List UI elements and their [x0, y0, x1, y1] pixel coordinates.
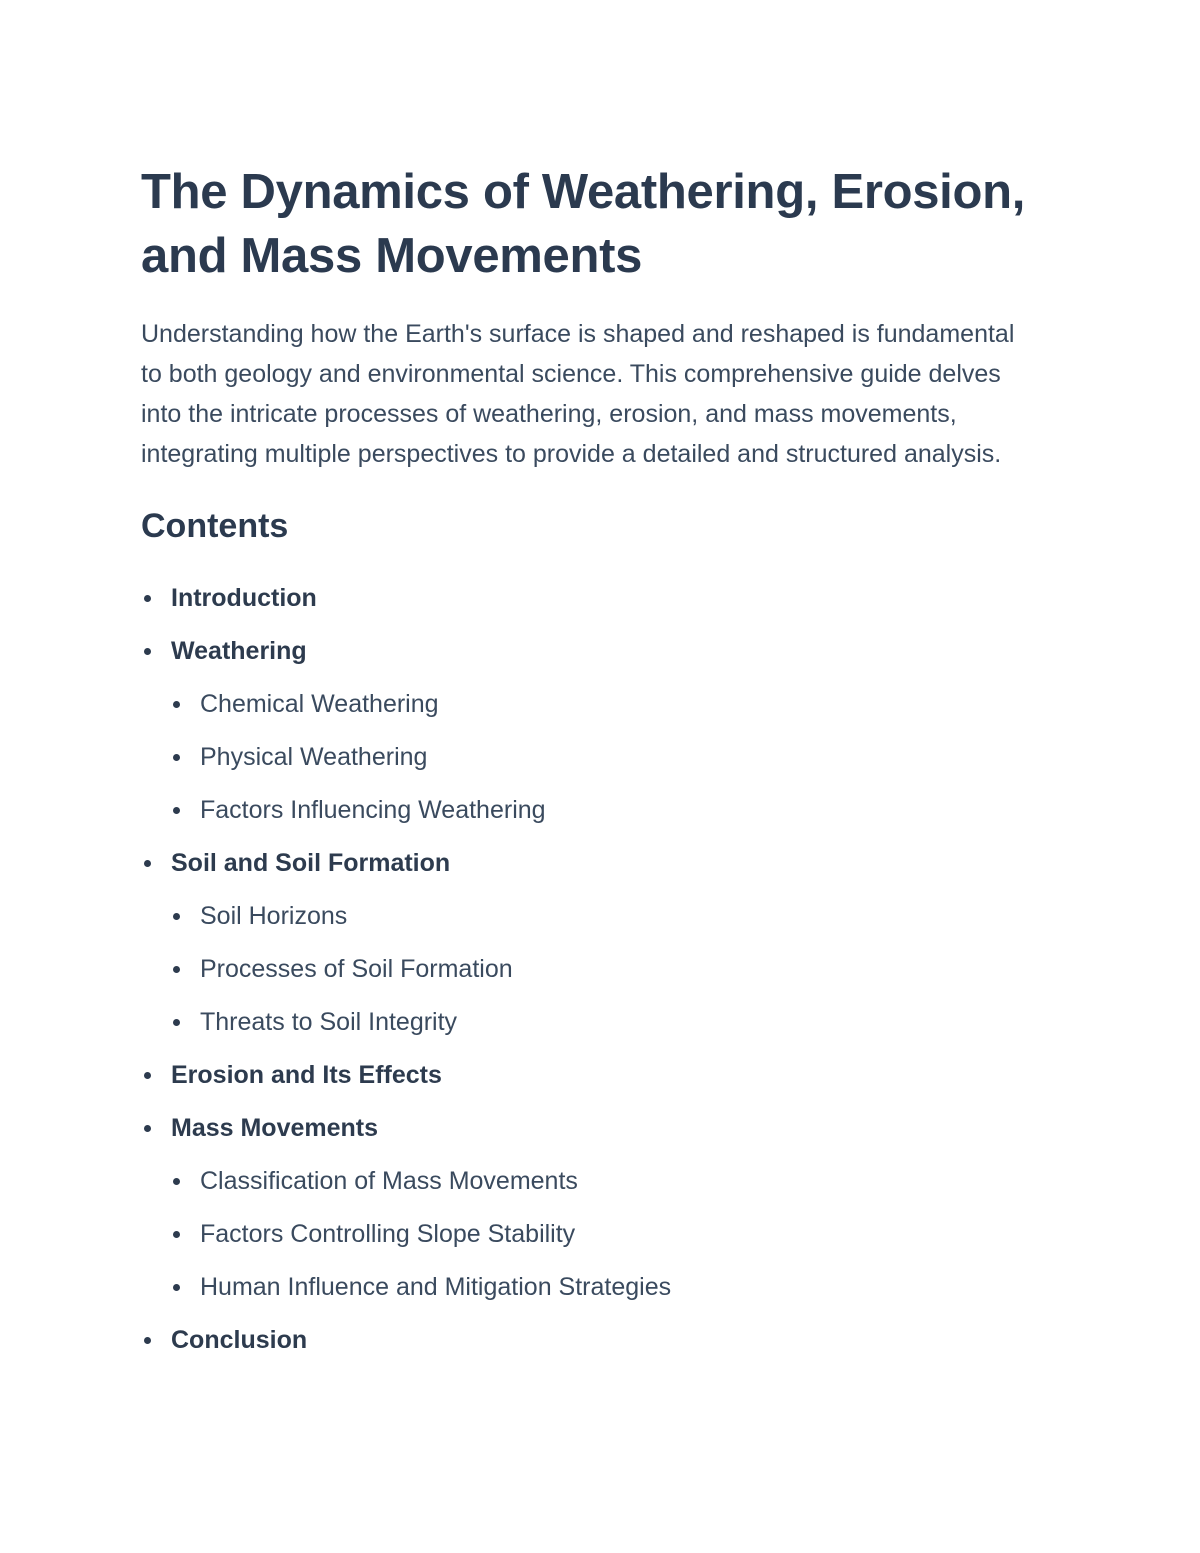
toc-item-chemical-weathering[interactable]: Chemical Weathering: [141, 678, 1041, 731]
toc-item-conclusion[interactable]: Conclusion: [141, 1314, 1041, 1367]
toc-item-human-influence-and-mitigation[interactable]: Human Influence and Mitigation Strategies: [141, 1261, 1041, 1314]
toc-item-classification-of-mass-movements[interactable]: Classification of Mass Movements: [141, 1155, 1041, 1208]
toc-item-soil-horizons[interactable]: Soil Horizons: [141, 890, 1041, 943]
document-page: [141, 160, 1041, 1367]
toc-item-physical-weathering[interactable]: Physical Weathering: [141, 731, 1041, 784]
toc-item-threats-to-soil-integrity[interactable]: Threats to Soil Integrity: [141, 996, 1041, 1049]
toc-item-factors-influencing-weathering[interactable]: Factors Influencing Weathering: [141, 784, 1041, 837]
table-of-contents: [141, 572, 1041, 1367]
toc-item-soil-and-soil-formation[interactable]: Soil and Soil Formation: [141, 837, 1041, 890]
toc-item-weathering[interactable]: Weathering: [141, 625, 1041, 678]
intro-paragraph: Understanding how the Earth's surface is shaped and reshaped is fundamental to both geology and environmental science. This comprehensive guide delves into the intricate processes of weathering, erosion, and mass movements, integrating multiple perspectives to provide a detailed and structured analysis.: [141, 320, 1015, 468]
toc-item-introduction[interactable]: Introduction: [141, 572, 1041, 625]
toc-item-mass-movements[interactable]: Mass Movements: [141, 1102, 1041, 1155]
toc-item-processes-of-soil-formation[interactable]: Processes of Soil Formation: [141, 943, 1041, 996]
contents-heading: Contents: [141, 507, 289, 545]
toc-item-factors-controlling-slope-stability[interactable]: Factors Controlling Slope Stability: [141, 1208, 1041, 1261]
page-title: The Dynamics of Weathering, Erosion, and Mass Movements: [141, 165, 1026, 283]
toc-item-erosion-and-its-effects[interactable]: Erosion and Its Effects: [141, 1049, 1041, 1102]
